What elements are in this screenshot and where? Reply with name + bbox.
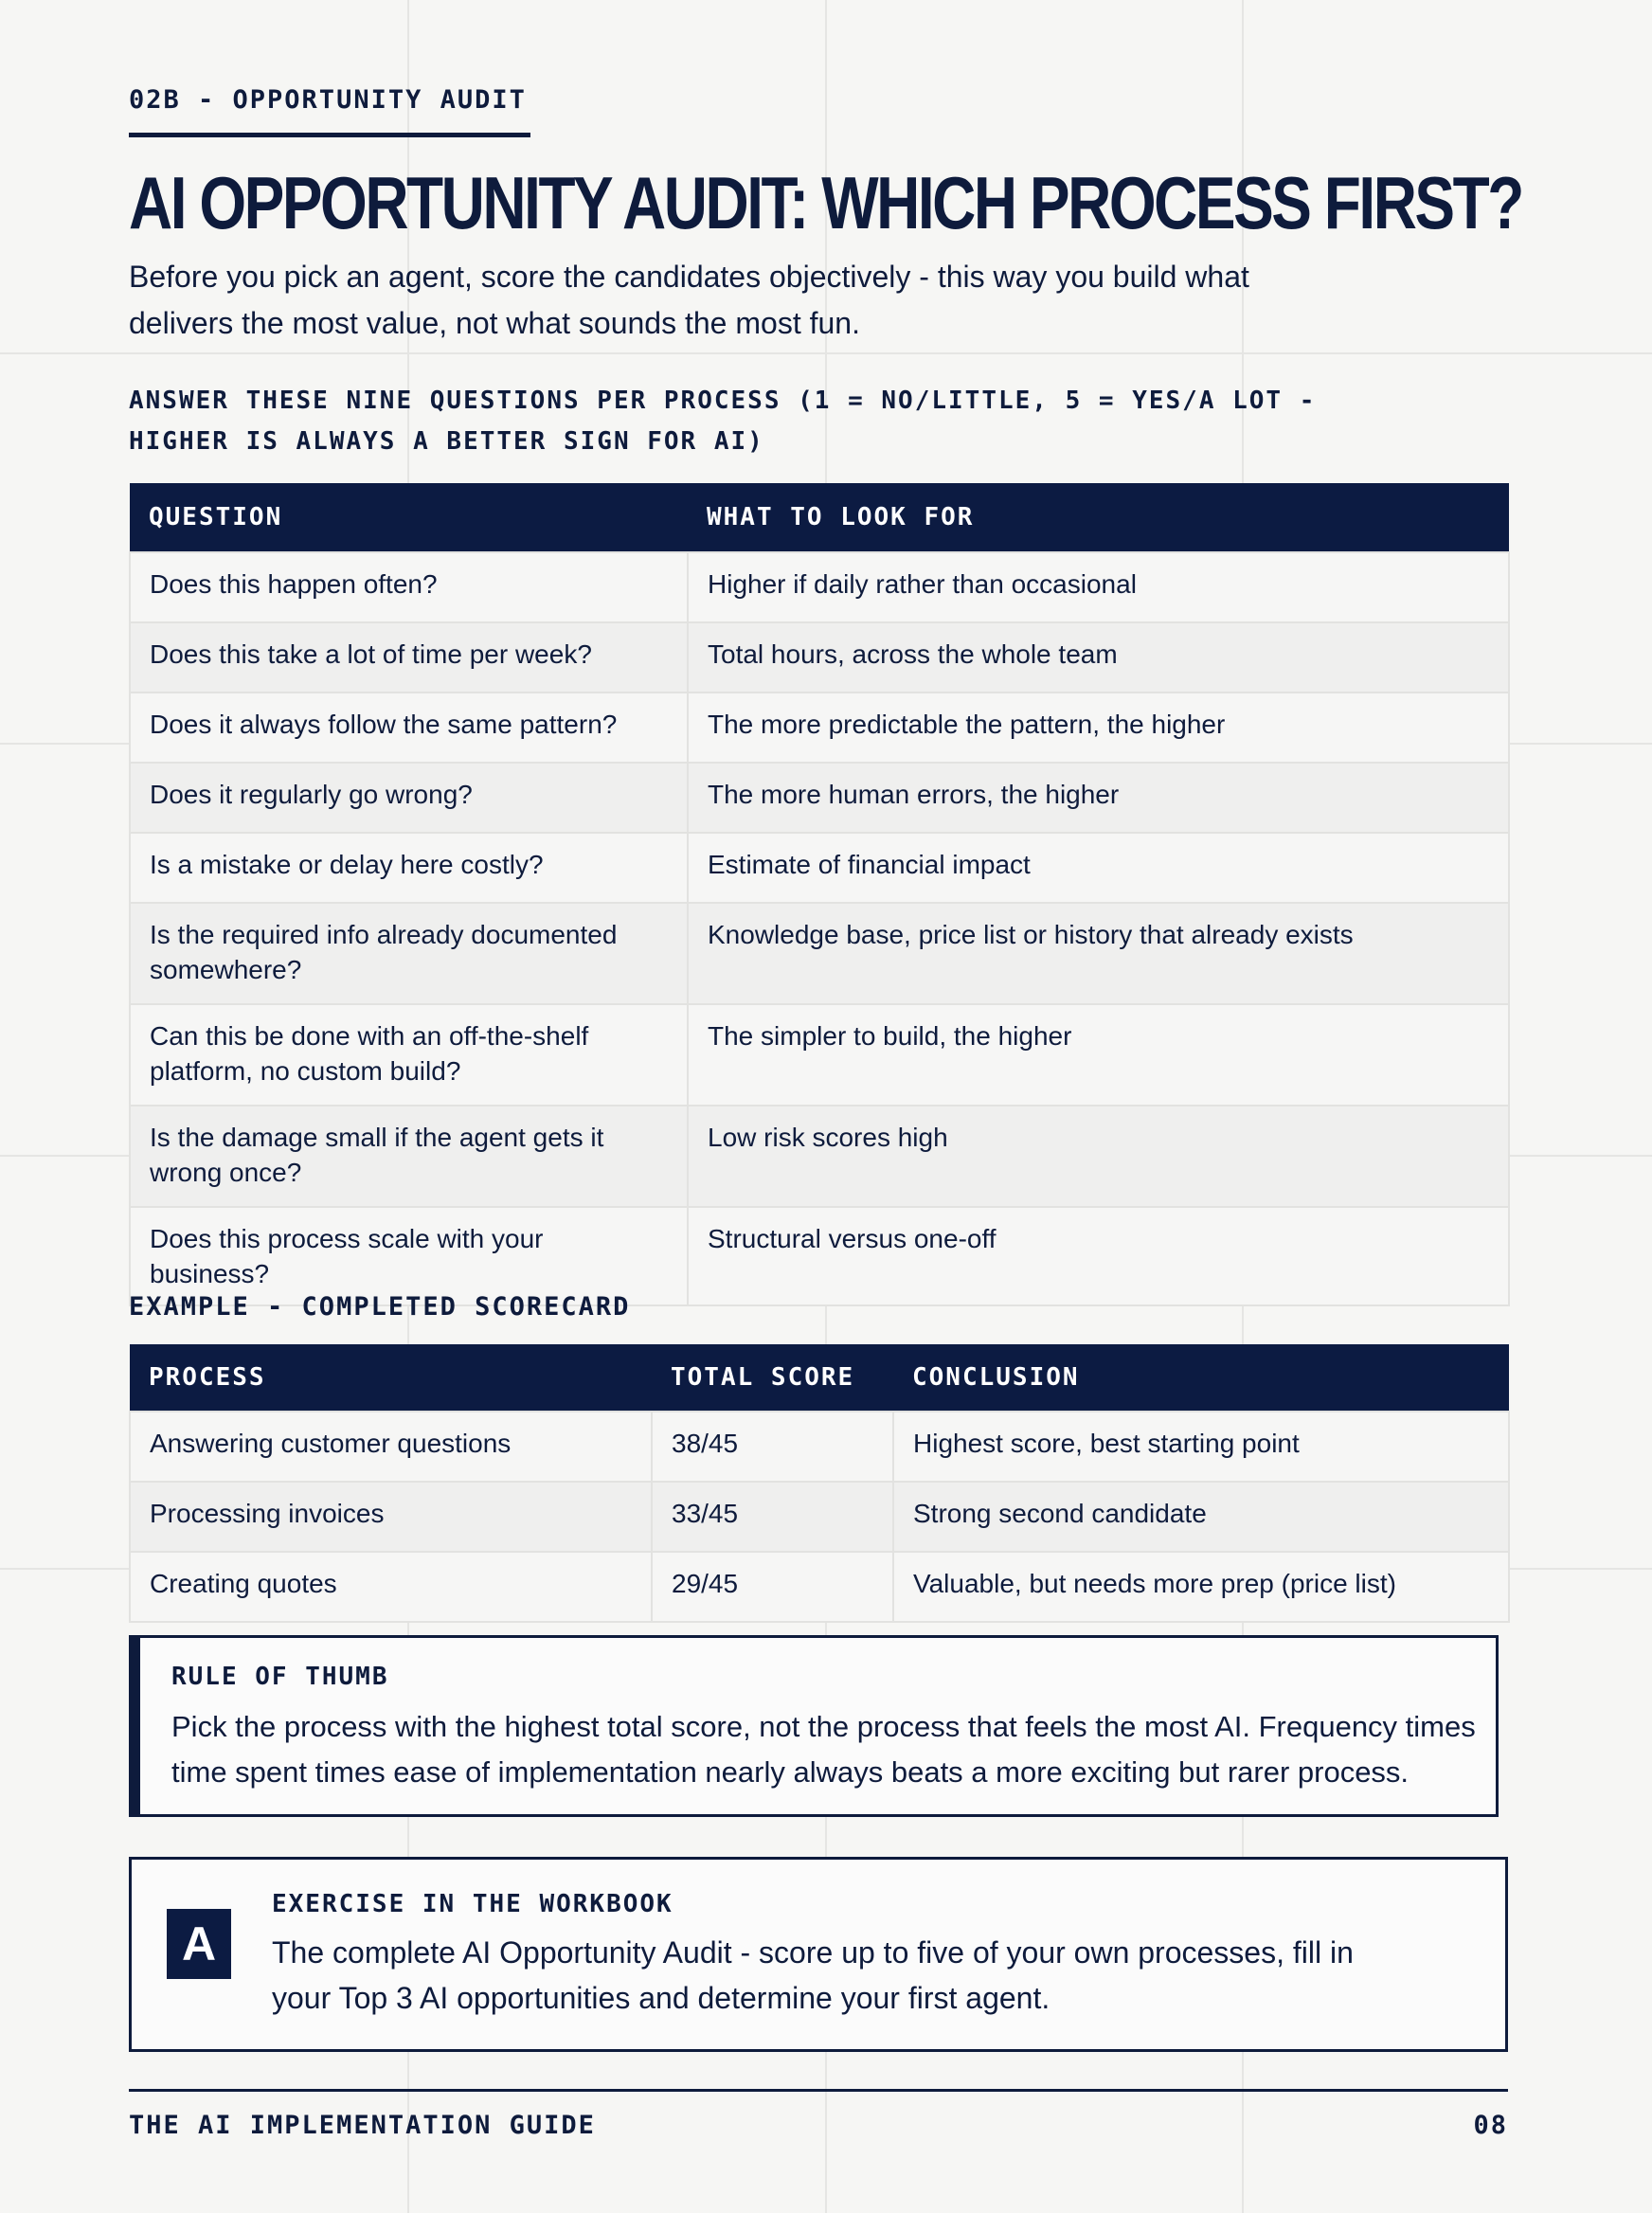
table-row	[130, 552, 1509, 622]
instruction-text: ANSWER THESE NINE QUESTIONS PER PROCESS (1 = NO/LITTLE, 5 = YES/A LOT - HIGHER IS ALWAYS A BETTER SIGN FOR AI)	[129, 387, 1317, 456]
page-title: AI OPPORTUNITY AUDIT: WHICH PROCESS FIRST?	[129, 161, 1522, 244]
intro-text: Before you pick an agent, score the candidates objectively - this way you build what delivers the most value, not what sounds the most fun.	[129, 260, 1249, 340]
rule-of-thumb-callout	[129, 1635, 1499, 1817]
question-cell: Is a mistake or delay here costly?	[130, 833, 688, 903]
look-for-cell: Estimate of financial impact	[688, 833, 1509, 903]
question-cell: Does it regularly go wrong?	[130, 763, 688, 833]
look-for-cell: Low risk scores high	[688, 1106, 1509, 1207]
question-cell: Does this process scale with your business?	[130, 1207, 688, 1305]
table-row	[130, 763, 1509, 833]
question-cell: Does this happen often?	[130, 552, 688, 622]
column-header-conclusion: CONCLUSION	[893, 1344, 1509, 1412]
look-for-cell: Knowledge base, price list or history that already exists	[688, 903, 1509, 1004]
column-header-process: PROCESS	[130, 1344, 652, 1412]
question-cell: Can this be done with an off-the-shelf platform, no custom build?	[130, 1004, 688, 1106]
section-rule	[129, 133, 530, 137]
footer-title: THE AI IMPLEMENTATION GUIDE	[129, 2111, 596, 2140]
table-row	[130, 693, 1509, 763]
column-header-total-score: TOTAL SCORE	[652, 1344, 893, 1412]
process-cell: Answering customer questions	[130, 1412, 652, 1482]
table-header-row	[130, 483, 1509, 552]
look-for-cell: The more predictable the pattern, the higher	[688, 693, 1509, 763]
question-cell: Is the damage small if the agent gets it wrong once?	[130, 1106, 688, 1207]
conclusion-cell: Valuable, but needs more prep (price list)	[893, 1552, 1509, 1622]
table-row	[130, 1482, 1509, 1552]
table-row	[130, 1004, 1509, 1106]
table-header-row	[130, 1344, 1509, 1412]
column-header-question: QUESTION	[130, 483, 688, 552]
table-row	[130, 903, 1509, 1004]
scorecard-table	[129, 1344, 1510, 1623]
rule-of-thumb-text: Pick the process with the highest total score, not the process that feels the most AI. Frequency times time spent times ease of implementation nearly always beats a more exciting but rarer process.	[171, 1710, 1476, 1789]
question-cell: Does it always follow the same pattern?	[130, 693, 688, 763]
exercise-badge: A	[167, 1909, 231, 1979]
table-row	[130, 1552, 1509, 1622]
example-label: EXAMPLE - COMPLETED SCORECARD	[129, 1292, 631, 1322]
question-cell: Does this take a lot of time per week?	[130, 622, 688, 693]
table-row	[130, 1106, 1509, 1207]
exercise-callout	[129, 1857, 1508, 2052]
grid-line	[0, 352, 1652, 354]
process-cell: Processing invoices	[130, 1482, 652, 1552]
process-cell: Creating quotes	[130, 1552, 652, 1622]
look-for-cell: The simpler to build, the higher	[688, 1004, 1509, 1106]
page-number: 08	[1473, 2111, 1508, 2140]
look-for-cell: Total hours, across the whole team	[688, 622, 1509, 693]
conclusion-cell: Highest score, best starting point	[893, 1412, 1509, 1482]
look-for-cell: Higher if daily rather than occasional	[688, 552, 1509, 622]
exercise-title: EXERCISE IN THE WORKBOOK	[272, 1890, 673, 1918]
section-tag: 02B - OPPORTUNITY AUDIT	[129, 85, 527, 115]
column-header-look-for: WHAT TO LOOK FOR	[688, 483, 1509, 552]
rule-of-thumb-title: RULE OF THUMB	[171, 1663, 389, 1691]
questions-table	[129, 483, 1510, 1306]
table-row	[130, 1207, 1509, 1305]
conclusion-cell: Strong second candidate	[893, 1482, 1509, 1552]
look-for-cell: Structural versus one-off	[688, 1207, 1509, 1305]
score-cell: 38/45	[652, 1412, 893, 1482]
question-cell: Is the required info already documented somewhere?	[130, 903, 688, 1004]
table-row	[130, 622, 1509, 693]
table-row	[130, 833, 1509, 903]
score-cell: 29/45	[652, 1552, 893, 1622]
exercise-text: The complete AI Opportunity Audit - score up to five of your own processes, fill in your Top 3 AI opportunities and determine your first agent.	[272, 1935, 1354, 2015]
table-row	[130, 1412, 1509, 1482]
score-cell: 33/45	[652, 1482, 893, 1552]
look-for-cell: The more human errors, the higher	[688, 763, 1509, 833]
footer-rule	[129, 2089, 1508, 2092]
